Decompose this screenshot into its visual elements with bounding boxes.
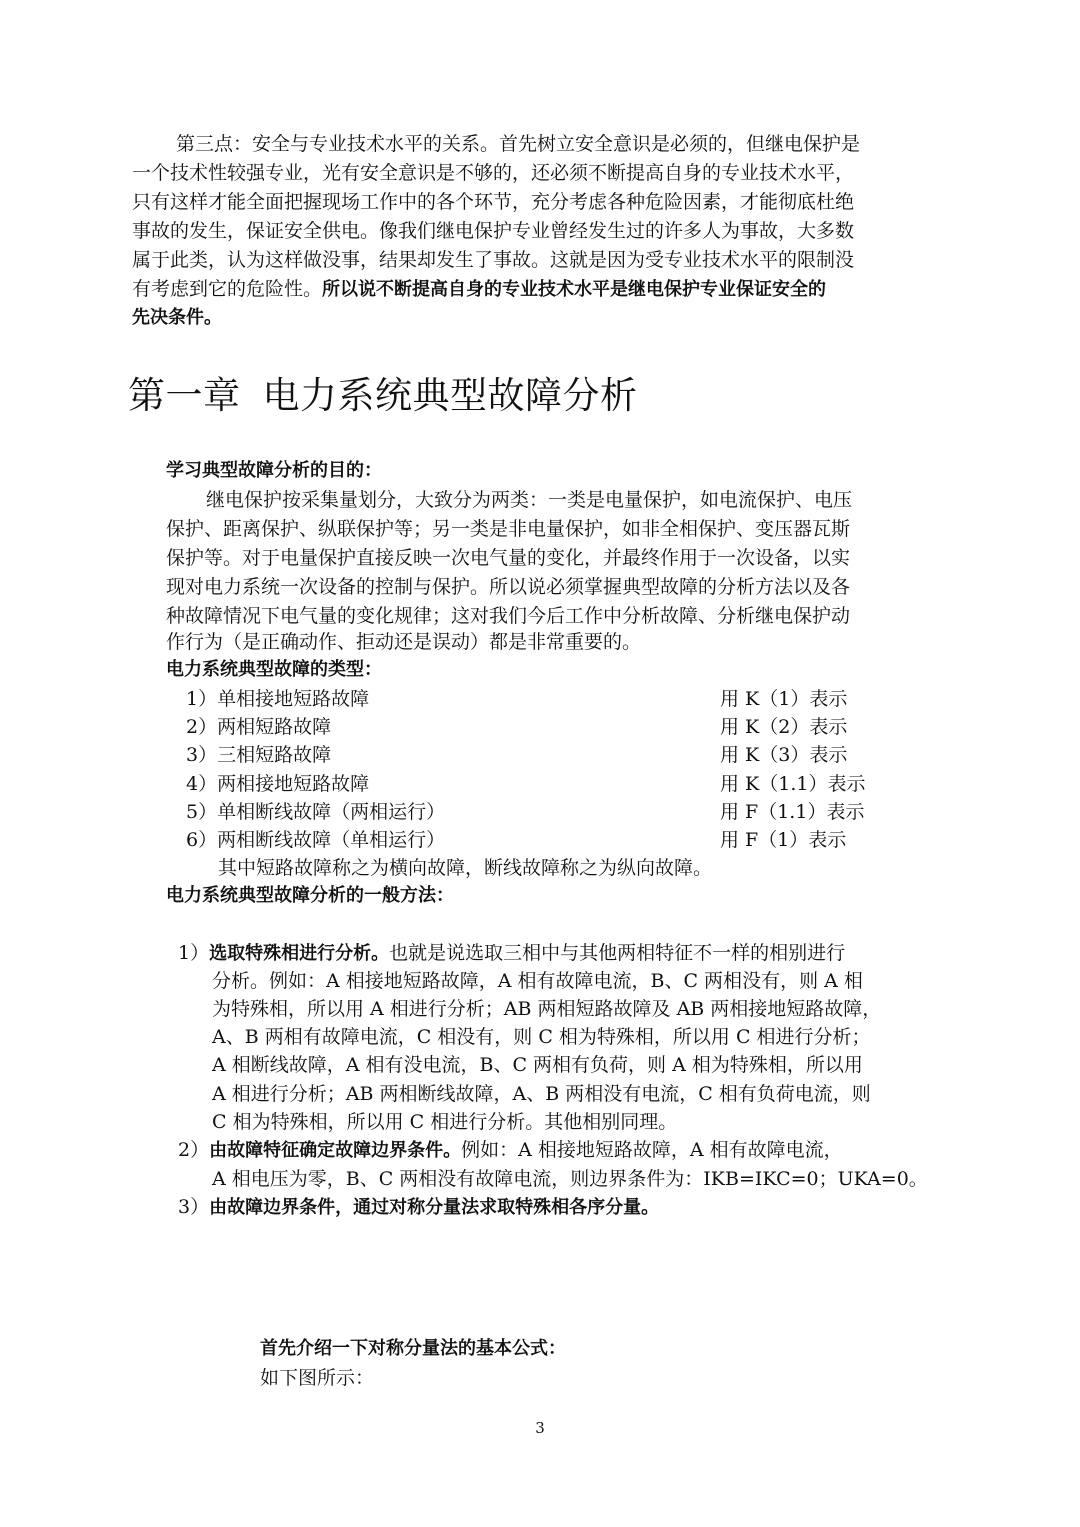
- step-number: 2）: [178, 1139, 210, 1161]
- fault-types-note: 其中短路故障称之为横向故障，断线故障称之为纵向故障。: [218, 857, 713, 879]
- method-step-1-line: C 相为特殊相，所以用 C 相进行分析。其他相别同理。: [212, 1111, 678, 1133]
- method-step-2: [178, 1136, 843, 1164]
- method-step-2-line: A 相电压为零，B、C 两相没有故障电流，则边界条件为：IKB=IKC=0；UKA=0。: [212, 1168, 928, 1190]
- fault-type-row: [0, 826, 1080, 854]
- intro-line-6: [132, 275, 826, 303]
- intro-line-1: 第三点：安全与专业技术水平的关系。首先树立安全意识是必须的，但继电保护是: [176, 133, 861, 155]
- fault-type-row: [0, 685, 1080, 713]
- fault-type-code: 用 F（1）表示: [720, 829, 847, 851]
- fault-type-name: 4）两相接地短路故障: [186, 773, 370, 795]
- fault-type-name: 6）两相断线故障（单相运行）: [186, 829, 446, 851]
- page-number: 3: [535, 1419, 545, 1437]
- step-title: 由故障特征确定故障边界条件。: [209, 1140, 462, 1161]
- purpose-line-4: 现对电力系统一次设备的控制与保护。所以说必须掌握典型故障的分析方法以及各: [166, 576, 851, 598]
- fault-type-name: 5）单相断线故障（两相运行）: [186, 801, 446, 823]
- fault-type-row: [0, 741, 1080, 769]
- chapter-heading: [128, 368, 638, 424]
- fault-type-code: 用 K（2）表示: [720, 716, 848, 738]
- symmetric-heading: 首先介绍一下对称分量法的基本公式：: [260, 1338, 566, 1359]
- chapter-number: 第一章: [128, 374, 241, 417]
- fault-type-row: [0, 770, 1080, 798]
- intro-final-bold: 先决条件。: [132, 307, 222, 328]
- intro-line-3: 只有这样才能全面把握现场工作中的各个环节，充分考虑各种危险因素，才能彻底杜绝: [132, 191, 855, 213]
- step-number: 1）: [178, 942, 210, 964]
- step-title: 由故障边界条件，通过对称分量法求取特殊相各序分量。: [209, 1197, 660, 1218]
- intro-line-5: 属于此类，认为这样做没事，结果却发生了事故。这就是因为受专业技术水平的限制没: [132, 249, 855, 271]
- fault-type-name: 2）两相短路故障: [186, 716, 332, 738]
- method-step-1-line: A 相进行分析；AB 两相断线故障，A、B 两相没有电流，C 相有负荷电流，则: [212, 1083, 871, 1105]
- step-title: 选取特殊相进行分析。: [209, 943, 390, 964]
- purpose-line-3: 保护等。对于电量保护直接反映一次电气量的变化，并最终作用于一次设备，以实: [166, 547, 851, 569]
- symmetric-line: 如下图所示：: [260, 1367, 375, 1389]
- method-step-1-line: 为特殊相，所以用 A 相进行分析；AB 两相短路故障及 AB 两相接地短路故障，: [212, 998, 882, 1020]
- purpose-line-2: 保护、距离保护、纵联保护等；另一类是非电量保护，如非全相保护、变压器瓦斯: [166, 518, 851, 540]
- method-step-1: [178, 939, 845, 967]
- fault-type-code: 用 K（3）表示: [720, 744, 848, 766]
- fault-type-row: [0, 798, 1080, 826]
- intro-last-normal: 有考虑到它的危险性。: [132, 278, 323, 300]
- chapter-title: 电力系统典型故障分析: [262, 374, 638, 417]
- fault-type-row: [0, 713, 1080, 741]
- purpose-heading: 学习典型故障分析的目的：: [166, 460, 382, 481]
- fault-type-code: 用 K（1.1）表示: [720, 773, 866, 795]
- step-text: 也就是说选取三相中与其他两相特征不一样的相别进行: [389, 942, 846, 964]
- method-step-1-line: 分析。例如：A 相接地短路故障，A 相有故障电流，B、C 两相没有，则 A 相: [212, 970, 863, 992]
- method-step-1-line: A 相断线故障，A 相有没电流，B、C 两相有负荷，则 A 相为特殊相，所以用: [212, 1054, 863, 1076]
- intro-line-4: 事故的发生，保证安全供电。像我们继电保护专业曾经发生过的许多人为事故，大多数: [132, 220, 855, 242]
- method-step-3: [178, 1193, 659, 1221]
- fault-type-code: 用 F（1.1）表示: [720, 801, 865, 823]
- fault-types-heading: 电力系统典型故障的类型：: [166, 659, 382, 680]
- fault-type-name: 3）三相短路故障: [186, 744, 332, 766]
- fault-type-name: 1）单相接地短路故障: [186, 688, 370, 710]
- intro-last-bold: 所以说不断提高自身的专业技术水平是继电保护专业保证安全的: [322, 279, 827, 300]
- purpose-line-6: 作行为（是正确动作、拒动还是误动）都是非常重要的。: [166, 631, 642, 653]
- purpose-line-5: 种故障情况下电气量的变化规律；这对我们今后工作中分析故障、分析继电保护动: [166, 605, 851, 627]
- purpose-line-1: 继电保护按采集量划分，大致分为两类：一类是电量保护，如电流保护、电压: [206, 489, 853, 511]
- step-text: 例如：A 相接地短路故障，A 相有故障电流，: [461, 1139, 843, 1161]
- fault-type-code: 用 K（1）表示: [720, 688, 848, 710]
- step-number: 3）: [178, 1196, 210, 1218]
- method-step-1-line: A、B 两相有故障电流，C 相没有，则 C 相为特殊相，所以用 C 相进行分析；: [212, 1026, 871, 1048]
- method-heading: 电力系统典型故障分析的一般方法：: [166, 885, 454, 906]
- intro-line-2: 一个技术性较强专业，光有安全意识是不够的，还必须不断提高自身的专业技术水平，: [132, 162, 855, 184]
